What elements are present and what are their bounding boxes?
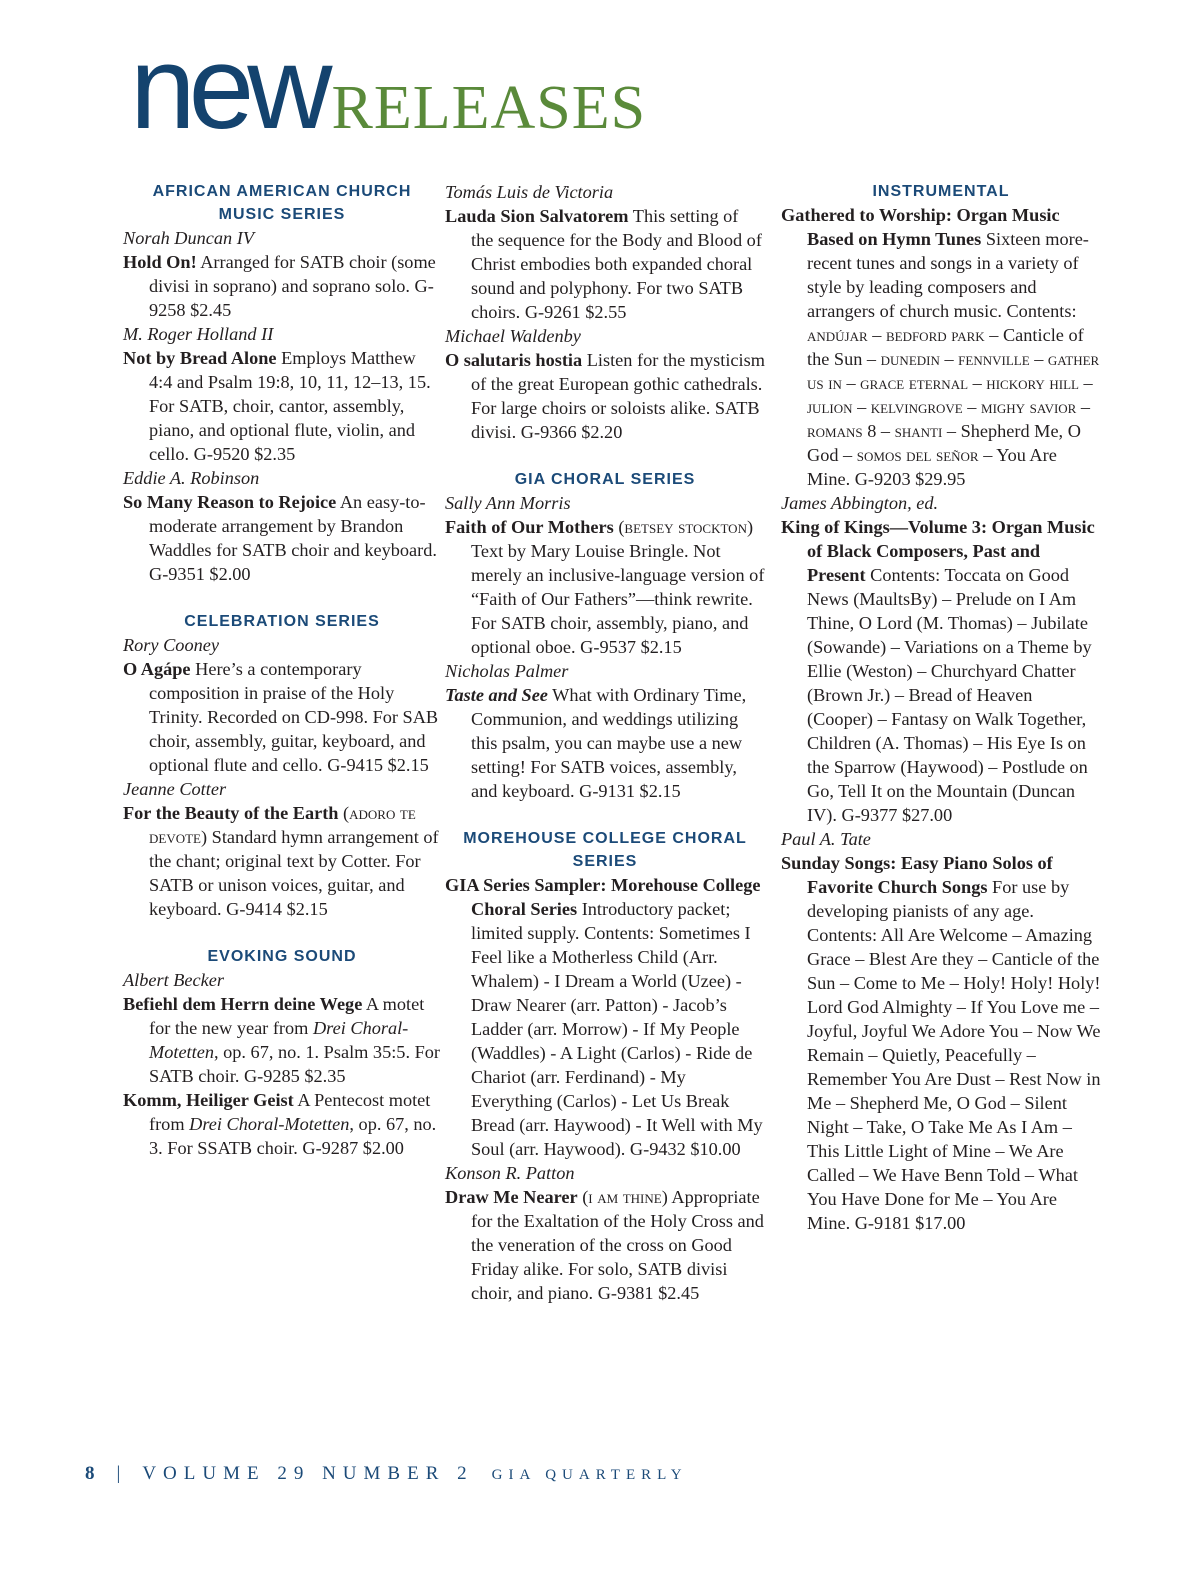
series-heading: EVOKING SOUND bbox=[207, 948, 357, 965]
composer-name: Rory Cooney bbox=[123, 635, 219, 655]
page-footer bbox=[85, 1463, 688, 1485]
release-title: Taste and See bbox=[445, 685, 548, 705]
masthead-new: new bbox=[130, 22, 326, 154]
release-description: Sixteen more-recent tunes and songs in a variety of style by leading composers and arrangers of church music. Contents: bbox=[807, 229, 1089, 321]
masthead-title bbox=[130, 22, 647, 154]
release-title: Komm, Heiliger Geist bbox=[123, 1090, 294, 1110]
release-title: GIA Series Sampler: Morehouse College Choral Series bbox=[445, 875, 761, 919]
column-2 bbox=[445, 180, 765, 1305]
footer-separator: | bbox=[116, 1463, 121, 1484]
release-description: – Shepherd Me, O God – bbox=[807, 421, 1081, 465]
release-title: Lauda Sion Salvatorem bbox=[445, 206, 629, 226]
release-description: A motet for the new year from bbox=[149, 994, 425, 1038]
release-description: Introductory packet; limited supply. Contents: Sometimes I Feel like a Motherless Child (Arr. Whalem) - I Dream a World (Uzee) - Draw Nearer (arr. Patton) - Jacob’s Ladder (arr. Morrow) - If My People (Waddles) - A Light (Carlos) - Ride de Chariot (arr. Ferdinand) - My Everything (Carlos) - Let Us Break Bread (arr. Haywood) - It Well with My Soul (arr. Haywood). G-9432 $10.00 bbox=[471, 899, 763, 1159]
release-description-italic: Drei Choral-Motetten bbox=[149, 1018, 409, 1062]
tune-name: (adoro te devote) bbox=[149, 803, 416, 847]
masthead-releases: RELEASES bbox=[331, 74, 647, 142]
release-entry bbox=[445, 683, 765, 803]
release-entry bbox=[445, 204, 765, 324]
release-title: Hold On! bbox=[123, 252, 197, 272]
release-description: Text by Mary Louise Bringle. Not merely an inclusive-language version of “Faith of Our Fathers”—think rewrite. For SATB choir, assembly, piano, and optional oboe. G-9537 $2.15 bbox=[471, 541, 765, 657]
release-entry bbox=[123, 801, 441, 921]
release-description-italic: Drei Choral-Motetten bbox=[189, 1114, 350, 1134]
release-entry bbox=[123, 657, 441, 777]
release-description: What with Ordinary Time, Communion, and weddings utilizing this psalm, you can maybe use a new setting! For SATB voices, assembly, and keyboard. G-9131 $2.15 bbox=[471, 685, 747, 801]
release-description: – Canticle of the Sun – bbox=[807, 325, 1084, 369]
release-title: Sunday Songs: Easy Piano Solos of Favorite Church Songs bbox=[781, 853, 1053, 897]
release-title: Faith of Our Mothers bbox=[445, 517, 614, 537]
release-entry bbox=[123, 490, 441, 586]
release-description: For use by developing pianists of any age. Contents: All Are Welcome – Amazing Grace – Blest Are they – Canticle of the Sun – Come to Me – Holy! Holy! Holy! Lord God Almighty – If You Love me – Joyful, Joyful We Adore You – Now We Remain – Quietly, Peacefully – Remember You Are Dust – Rest Now in Me – Shepherd Me, O God – Silent Night – Take, O Take Me As I Am – This Little Light of Mine – We Are Called – We Have Benn Told – What You Have Done for Me – You Are Mine. G-9181 $17.00 bbox=[807, 877, 1101, 1233]
release-entry bbox=[123, 250, 441, 322]
composer-name: Michael Waldenby bbox=[445, 326, 581, 346]
composer-name: M. Roger Holland II bbox=[123, 324, 274, 344]
release-description: Appropriate for the Exaltation of the Holy Cross and the veneration of the cross on Good Friday alike. For solo, SATB divisi choir, and piano. G-9381 $2.45 bbox=[471, 1187, 764, 1303]
release-title: For the Beauty of the Earth bbox=[123, 803, 339, 823]
column-1 bbox=[123, 180, 441, 1160]
release-title: Gathered to Worship: Organ Music Based on Hymn Tunes bbox=[781, 205, 1060, 249]
release-description: , op. 67, no. 3. For SSATB choir. G-9287 $2.00 bbox=[149, 1114, 437, 1158]
series-heading: AFRICAN AMERICAN CHURCH MUSIC SERIES bbox=[152, 183, 412, 223]
release-entry bbox=[445, 348, 765, 444]
composer-name: Jeanne Cotter bbox=[123, 779, 227, 799]
release-description: Arranged for SATB choir (some divisi in soprano) and soprano solo. G-9258 $2.45 bbox=[149, 252, 436, 320]
release-description: Contents: Toccata on Good News (MaultsBy) – Prelude on I Am Thine, O Lord (M. Thomas) – Jubilate (Sowande) – Variations on a Theme by Ellie (Weston) – Churchyard Chatter (Brown Jr.) – Bread of Heaven (Cooper) – Fantasy on Walk Together, Children (A. Thomas) – His Eye Is on the Sparrow (Haywood) – Postlude on Go, Tell It on the Mountain (Duncan IV). G-9377 $27.00 bbox=[807, 565, 1092, 825]
composer-name: Paul A. Tate bbox=[781, 829, 871, 849]
release-title: So Many Reason to Rejoice bbox=[123, 492, 337, 512]
release-title: King of Kings—Volume 3: Organ Music of Black Composers, Past and Present bbox=[781, 517, 1095, 585]
release-description: , op. 67, no. 1. Psalm 35:5. For SATB choir. G-9285 $2.35 bbox=[149, 1042, 440, 1086]
release-description: Here’s a contemporary composition in praise of the Holy Trinity. Recorded on CD-998. For SAB choir, assembly, guitar, keyboard, and optional flute and cello. G-9415 $2.15 bbox=[149, 659, 439, 775]
release-title: Draw Me Nearer bbox=[445, 1187, 578, 1207]
release-entry bbox=[123, 346, 441, 466]
release-entry bbox=[123, 992, 441, 1088]
release-description: Standard hymn arrangement of the chant; original text by Cotter. For SATB or unison voices, guitar, and keyboard. G-9414 $2.15 bbox=[149, 827, 439, 919]
tune-name: (betsey stockton) bbox=[618, 517, 754, 537]
release-entry bbox=[781, 851, 1101, 1235]
release-title: O salutaris hostia bbox=[445, 350, 583, 370]
release-title: O Agápe bbox=[123, 659, 191, 679]
volume-number: VOLUME 29 NUMBER 2 bbox=[142, 1463, 474, 1484]
release-entry bbox=[445, 1185, 765, 1305]
composer-name: James Abbington, ed. bbox=[781, 493, 939, 513]
series-heading: GIA CHORAL SERIES bbox=[514, 471, 696, 488]
tune-list: andújar – bedford park bbox=[807, 325, 985, 345]
release-title: Not by Bread Alone bbox=[123, 348, 277, 368]
series-heading: MOREHOUSE COLLEGE CHORAL SERIES bbox=[463, 830, 747, 870]
composer-name: Konson R. Patton bbox=[445, 1163, 575, 1183]
composer-name: Eddie A. Robinson bbox=[123, 468, 260, 488]
page-number: 8 bbox=[85, 1463, 95, 1484]
release-title: Befiehl dem Herrn deine Wege bbox=[123, 994, 363, 1014]
release-description: An easy-to-moderate arrangement by Brandon Waddles for SATB choir and keyboard. G-9351 $2.00 bbox=[149, 492, 437, 584]
release-entry bbox=[445, 515, 765, 659]
composer-name: Tomás Luis de Victoria bbox=[445, 182, 614, 202]
release-description: This setting of the sequence for the Body and Blood of Christ embodies both expanded choral sound and polyphony. For two SATB choirs. G-9261 $2.55 bbox=[471, 206, 762, 322]
release-entry bbox=[445, 873, 765, 1161]
release-description: – You Are Mine. G-9203 $29.95 bbox=[807, 445, 1057, 489]
composer-name: Norah Duncan IV bbox=[123, 228, 255, 248]
publication-name: GIA QUARTERLY bbox=[491, 1467, 688, 1483]
release-description: A Pentecost motet from bbox=[149, 1090, 431, 1134]
release-entry bbox=[781, 203, 1101, 491]
composer-name: Nicholas Palmer bbox=[445, 661, 569, 681]
composer-name: Albert Becker bbox=[123, 970, 225, 990]
release-description: Employs Matthew 4:4 and Psalm 19:8, 10, 11, 12–13, 15. For SATB, choir, cantor, assembly, piano, and optional flute, violin, and cello. G-9520 $2.35 bbox=[149, 348, 431, 464]
release-description: Listen for the mysticism of the great European gothic cathedrals. For large choirs or soloists alike. SATB divisi. G-9366 $2.20 bbox=[471, 350, 765, 442]
series-heading: CELEBRATION SERIES bbox=[184, 613, 380, 630]
tune-name: (i am thine) bbox=[582, 1187, 668, 1207]
series-heading: INSTRUMENTAL bbox=[872, 183, 1010, 200]
release-entry bbox=[123, 1088, 441, 1160]
tune-list: somos del señor bbox=[856, 445, 979, 465]
column-3 bbox=[781, 180, 1101, 1235]
tune-list: dunedin – fennville – gather us in – grace eternal – hickory hill – julion – kelvingrove – mighy savior – romans 8 – shanti bbox=[807, 349, 1100, 441]
composer-name: Sally Ann Morris bbox=[445, 493, 571, 513]
release-entry bbox=[781, 515, 1101, 827]
